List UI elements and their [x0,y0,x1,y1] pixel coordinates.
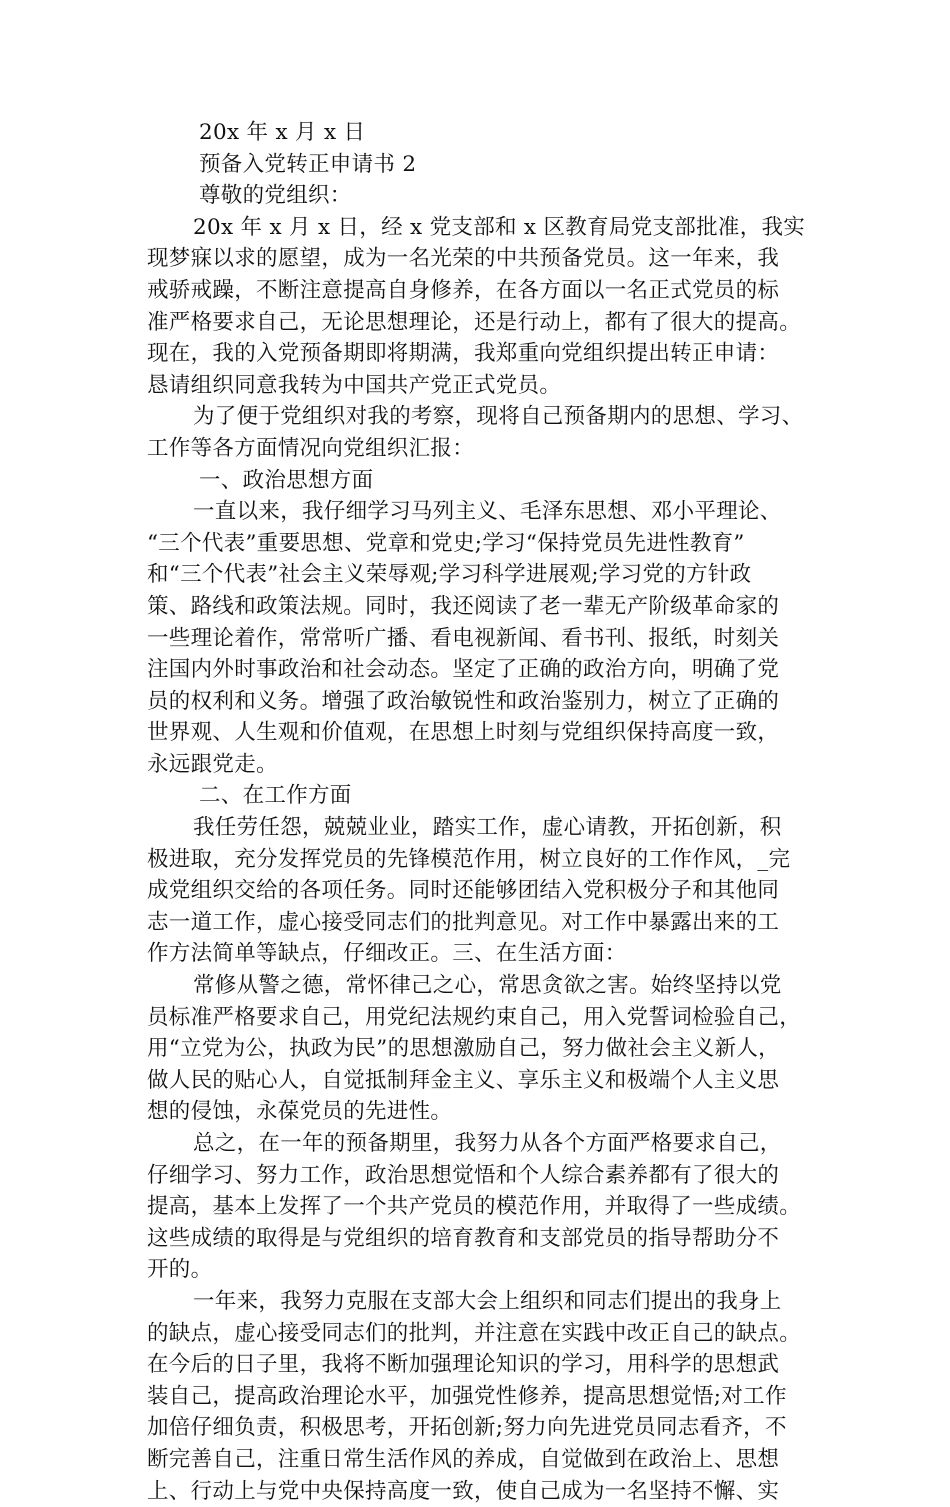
paragraph-line: 常修从警之德，常怀律己之心，常思贪欲之害。始终坚持以党 [193,973,782,999]
paragraph-line: “三个代表”重要思想、党章和党史;学习“保持党员先进性教育” [147,530,745,556]
paragraph-line: 和“三个代表”社会主义荣辱观;学习科学进展观;学习党的方针政 [147,562,752,588]
paragraph-line: 开的。 [147,1257,213,1283]
paragraph-line: 想的侵蚀，永葆党员的先进性。 [147,1099,453,1125]
paragraph-line: 现梦寐以求的愿望，成为一名光荣的中共预备党员。这一年来，我 [147,246,780,272]
document-date: 20x 年 x 月 x 日 [199,120,366,145]
paragraph-line: 一些理论着作，常常听广播、看电视新闻、看书刊、报纸，时刻关 [147,625,780,651]
paragraph [147,212,827,402]
paragraphs-container [147,212,827,1507]
paragraph-line: 现在，我的入党预备期即将期满，我郑重向党组织提出转正申请： [147,341,780,367]
paragraph-line: 世界观、人生观和价值观，在思想上时刻与党组织保持高度一致， [147,720,780,746]
paragraph-line: 用“立党为公，执政为民”的思想激励自己，努力做社会主义新人， [147,1036,780,1062]
section-heading [147,465,827,497]
paragraph-line: 在今后的日子里，我将不断加强理论知识的学习，用科学的思想武 [147,1352,780,1378]
document-title: 预备入党转正申请书 2 [199,151,417,177]
paragraph-line: 极进取，充分发挥党员的先锋模范作用，树立良好的工作作风，_完 [147,846,791,872]
paragraph [147,1286,827,1507]
paragraph [147,401,827,464]
paragraph-line: 为了便于党组织对我的考察，现将自己预备期内的思想、学习、 [193,404,804,430]
paragraph-line: 策、路线和政策法规。同时，我还阅读了老一辈无产阶级革命家的 [147,593,780,619]
paragraph [147,496,827,780]
paragraph-line: 做人民的贴心人，自觉抵制拜金主义、享乐主义和极端个人主义思 [147,1067,780,1093]
heading-text: 二、在工作方面 [199,783,352,809]
document-body [147,117,827,1507]
paragraph-line: 仔细学习、努力工作，政治思想觉悟和个人综合素养都有了很大的 [147,1162,780,1188]
paragraph-line: 的缺点，虚心接受同志们的批判，并注意在实践中改正自己的缺点。 [147,1320,802,1346]
paragraph-line: 永远跟党走。 [147,751,278,777]
paragraph-line: 恳请组织同意我转为中国共产党正式党员。 [147,372,562,398]
paragraph-line: 成党组织交给的各项任务。同时还能够团结入党积极分子和其他同 [147,878,780,904]
paragraph-line: 提高，基本上发挥了一个共产党员的模范作用，并取得了一些成绩。 [147,1194,802,1220]
paragraph-line: 戒骄戒躁，不断注意提高自身修养，在各方面以一名正式党员的标 [147,277,780,303]
paragraph-line: 准严格要求自己，无论思想理论，还是行动上，都有了很大的提高。 [147,309,802,335]
paragraph-line: 加倍仔细负责，积极思考，开拓创新;努力向先进党员同志看齐，不 [147,1415,787,1441]
paragraph-line: 上、行动上与党中央保持高度一致，使自己成为一名坚持不懈、实 [147,1478,780,1504]
paragraph-line: 这些成绩的取得是与党组织的培育教育和支部党员的指导帮助分不 [147,1225,780,1251]
paragraph-line: 员标准严格要求自己，用党纪法规约束自己，用入党誓词检验自己， [147,1004,802,1030]
paragraph-line: 一年来，我努力克服在支部大会上组织和同志们提出的我身上 [193,1288,782,1314]
paragraph [147,970,827,1128]
paragraph-line: 作方法简单等缺点，仔细改正。三、在生活方面： [147,941,627,967]
paragraph-line: 工作等各方面情况向党组织汇报： [147,435,475,461]
salutation: 尊敬的党组织： [199,183,352,209]
paragraph-line: 我任劳任怨，兢兢业业，踏实工作，虚心请教，开拓创新，积 [193,815,782,841]
paragraph-line: 装自己，提高政治理论水平，加强党性修养，提高思想觉悟;对工作 [147,1383,787,1409]
paragraph-line: 注国内外时事政治和社会动态。坚定了正确的政治方向，明确了党 [147,657,780,683]
heading-text: 一、政治思想方面 [199,467,374,493]
paragraph-line: 20x 年 x 月 x 日，经 x 党支部和 x 区教育局党支部批准，我实 [193,214,806,240]
section-heading [147,780,827,812]
paragraph-line: 一直以来，我仔细学习马列主义、毛泽东思想、邓小平理论、 [193,499,782,525]
paragraph-line: 志一道工作，虚心接受同志们的批判意见。对工作中暴露出来的工 [147,909,780,935]
paragraph-line: 员的权利和义务。增强了政治敏锐性和政治鉴别力，树立了正确的 [147,688,780,714]
paragraph-line: 总之，在一年的预备期里，我努力从各个方面严格要求自己， [193,1131,782,1156]
paragraph [147,812,827,970]
paragraph [147,1128,827,1286]
paragraph-line: 断完善自己，注重日常生活作风的养成，自觉做到在政治上、思想 [147,1446,780,1472]
